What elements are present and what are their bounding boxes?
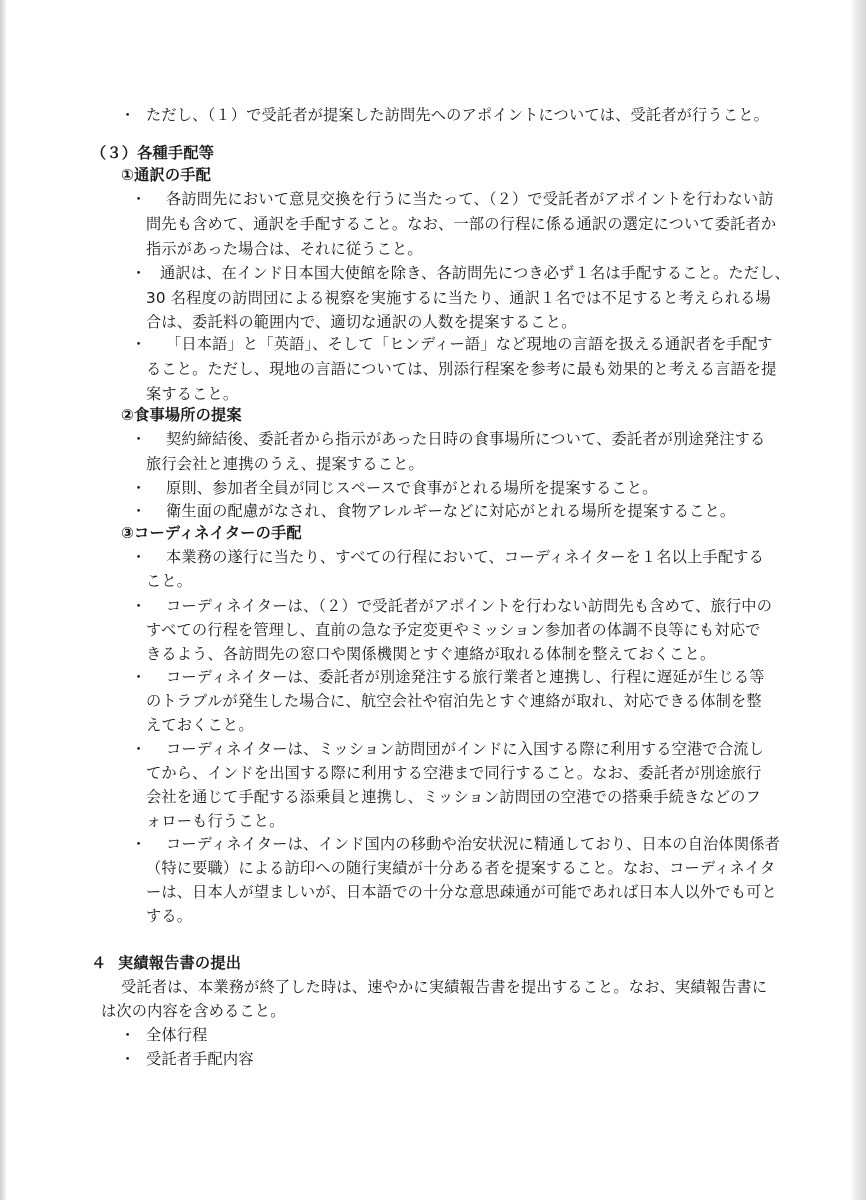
top-bullet-text: ただし、（１）で受託者が提案した訪問先へのアポイントについては、受託者が行うこと。: [146, 106, 769, 124]
bullet: ・: [131, 597, 147, 615]
paragraph-line: 30 名程度の訪問団による視察を実施するに当たり、通訳１名では不足すると考えられる場: [146, 289, 771, 307]
bullet: ・: [131, 264, 147, 282]
bullet: ・: [120, 1050, 136, 1068]
subsection-coordinator-heading: ③コーディネイターの手配: [121, 524, 302, 542]
section-4-heading: 実績報告書の提出: [118, 954, 242, 972]
page-edge-shadow-left: [0, 0, 6, 1200]
paragraph-line: 旅行会社と連携のうえ、提案すること。: [146, 455, 424, 473]
paragraph-line: 「日本語」と「英語」、そして「ヒンディー語」など現地の言語を扱える通訳者を手配す: [166, 335, 773, 353]
list-item: 受託者手配内容: [146, 1050, 254, 1068]
paragraph-line: えておくこと。: [146, 716, 254, 734]
paragraph-line: する。: [146, 907, 193, 925]
paragraph-line: てから、インドを出国する際に利用する空港まで同行すること。なお、委託者が別途旅行: [146, 764, 762, 782]
paragraph-line: すべての行程を管理し、直前の急な予定変更やミッション参加者の体調不良等にも対応で: [146, 621, 761, 639]
paragraph-line: 案すること。: [146, 385, 239, 403]
section-4-number: ４: [91, 954, 107, 972]
page-edge-shadow-right: [852, 0, 866, 1200]
bullet: ・: [131, 835, 147, 853]
paragraph-line: 原則、参加者全員が同じスペースで食事がとれる場所を提案すること。: [166, 479, 658, 497]
paragraph-line: コーディネイターは、委託者が別途発注する旅行業者と連携し、行程に遅延が生じる等: [166, 668, 765, 686]
bullet: ・: [120, 106, 136, 124]
paragraph-line: コーディネイターは、（２）で受託者がアポイントを行わない訪問先も含めて、旅行中の: [166, 597, 773, 615]
bullet: ・: [131, 668, 147, 686]
section-3-heading: （３）各種手配等: [91, 144, 215, 162]
paragraph-line: 指示があった場合は、それに従うこと。: [146, 240, 423, 258]
paragraph-line: 受託者は、本業務が終了した時は、速やかに実績報告書を提出すること。なお、実績報告書に: [121, 978, 768, 996]
bullet: ・: [131, 479, 147, 497]
bullet: ・: [120, 1026, 136, 1044]
paragraph-line: のトラブルが発生した場合に、航空会社や宿泊先とすぐ連絡が取れ、対応できる体制を整: [146, 692, 762, 710]
paragraph-line: きるよう、各訪問先の窓口や関係機関とすぐ連絡が取れる体制を整えておくこと。: [146, 645, 716, 663]
bullet: ・: [131, 502, 147, 520]
paragraph-line: 衛生面の配慮がなされ、食物アレルギーなどに対応がとれる場所を提案すること。: [166, 502, 736, 520]
paragraph-line: 問先も含めて、通訳を手配すること。なお、一部の行程に係る通訳の選定について委託者か: [146, 215, 777, 233]
paragraph-line: こと。: [146, 572, 193, 590]
bullet: ・: [131, 548, 147, 566]
bullet: ・: [131, 430, 147, 448]
paragraph-line: 通訳は、在インド日本国大使館を除き、各訪問先につき必ず１名は手配すること。ただし、: [160, 264, 790, 282]
paragraph-line: は次の内容を含めること。: [101, 1002, 286, 1020]
bullet: ・: [131, 335, 147, 353]
paragraph-line: ォローも行うこと。: [146, 812, 285, 830]
paragraph-line: 本業務の遂行に当たり、すべての行程において、コーディネイターを１名以上手配する: [166, 548, 764, 566]
list-item: 全体行程: [146, 1026, 208, 1044]
bullet: ・: [131, 190, 147, 208]
subsection-meal-venue-heading: ②食事場所の提案: [121, 406, 242, 424]
paragraph-line: コーディネイターは、インド国内の移動や治安状況に精通しており、日本の自治体関係者: [166, 835, 780, 853]
bullet: ・: [131, 740, 147, 758]
paragraph-line: 合は、委託料の範囲内で、適切な通訳の人数を提案すること。: [146, 313, 577, 331]
paragraph-line: 契約締結後、委託者から指示があった日時の食事場所について、委託者が別途発注する: [166, 430, 766, 448]
subsection-interpreter-heading: ①通訳の手配: [121, 166, 211, 184]
paragraph-line: ること。ただし、現地の言語については、別添行程案を参考に最も効果的と考える言語を提: [146, 360, 777, 378]
paragraph-line: 各訪問先において意見交換を行うに当たって、（２）で受託者がアポイントを行わない訪: [166, 190, 774, 208]
paragraph-line: ーは、日本人が望ましいが、日本語での十分な意思疎通が可能であれば日本人以外でも可と: [146, 883, 777, 901]
paragraph-line: （特に要職）による訪印への随行実績が十分ある者を提案すること。なお、コーディネイタ: [146, 859, 776, 877]
paragraph-line: コーディネイターは、ミッション訪問団がインドに入国する際に利用する空港で合流し: [166, 740, 764, 758]
paragraph-line: 会社を通じて手配する添乗員と連携し、ミッション訪問団の空港での搭乗手続きなどのフ: [146, 788, 761, 806]
